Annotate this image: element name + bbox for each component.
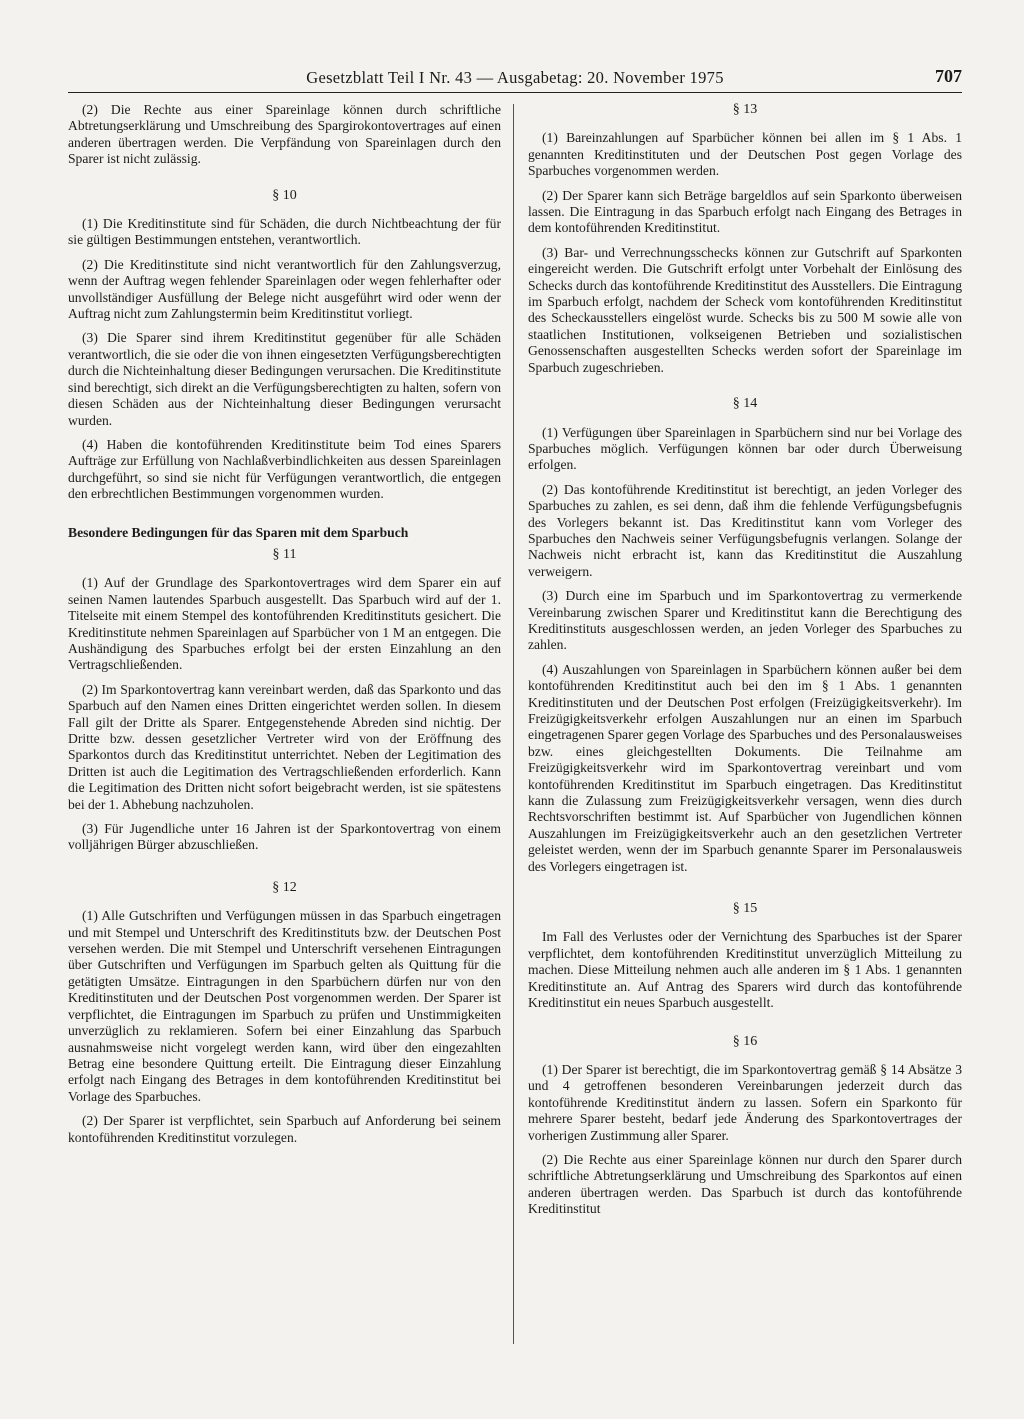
paragraph-14-2: (2) Das kontoführende Kreditinstitut ist berechtigt, an jeden Vorleger des Sparbuches zu zahlen, es sei denn, daß ihm die fehlende Verfügungsbefugnis des Vorlegers bekannt ist. Das Kreditinstitut kann vom Vorleger des Sparbuches den Nachweis seiner Verfügungsbefugnis verlangen. Solange der Nachweis nicht erbracht ist, kann das Kreditinstitut die Auszahlung verweigern.: [528, 481, 962, 579]
paragraph-15-1: Im Fall des Verlustes oder der Vernichtung des Sparbuches ist der Sparer verpflichtet, dem kontoführenden Kreditinstitut unverzüglich Mitteilung zu machen. Diese Mitteilung nehmen auch alle anderen im § 1 Abs. 1 genannten Kreditinstitute an. Auf Antrag des Sparers wird durch das kontoführende Kreditinstitut ein neues Sparbuch ausgestellt.: [528, 929, 962, 1011]
section-title-14: § 14: [732, 396, 758, 412]
paragraph-10-2: (2) Die Kreditinstitute sind nicht verantwortlich für den Zahlungsverzug, wenn der Auftrag wegen fehlender Spareinlagen oder wegen fehlerhafter oder unvollständiger Ausfüllung der Belege nicht ausgeführt wird oder wenn der Auftrag nicht zum Zahlungstermin beim Kreditinstitut vorliegt.: [68, 256, 501, 322]
page-header: [68, 68, 962, 93]
page-number: 707: [935, 66, 962, 86]
paragraph-11-1: (1) Auf der Grundlage des Sparkontovertrages wird dem Sparer ein auf seinen Namen lautendes Sparbuch ausgestellt. Das Sparbuch wird auf der 1. Titelseite mit einem Stempel des kontoführenden Kreditinstituts gesichert. Die Kreditinstitute nehmen Spareinlagen auf Sparbücher von 1 M an entgegen. Die Aushändigung des Sparbuches erfolgt bei der ersten Einzahlung an den Vertragschließenden.: [68, 575, 501, 673]
paragraph-11-2: (2) Im Sparkontovertrag kann vereinbart werden, daß das Sparkonto und das Sparbuch auf den Namen eines Dritten eingerichtet werden sollen. In diesem Fall gilt der Dritte als Sparer. Entgegenstehende Abreden sind nichtig. Der Dritte bzw. dessen gesetzlicher Vertreter wird von der Eröffnung des Sparkontos durch das Kreditinstitut unterrichtet. Neben der Legitimation des Dritten ist auch die Legitimation des Vertragschließenden erforderlich. Kann die Legitimation des Dritten nicht sofort beigebracht werden, ist sie spätestens bei der 1. Abhebung nachzuholen.: [68, 681, 501, 812]
paragraph-13-2: (2) Der Sparer kann sich Beträge bargeldlos auf sein Sparkonto überweisen lassen. Die Eintragung in das Sparbuch erfolgt nach Eingang des Betrages in dem kontoführenden Kreditinstitut.: [528, 187, 962, 236]
section-title-11: § 11: [272, 546, 297, 562]
paragraph-10-3: (3) Die Sparer sind ihrem Kreditinstitut gegenüber für alle Schäden verantwortlich, die sie oder die von ihnen eingesetzten Verfügungsberechtigten durch die Nichteinhaltung dieser Bedingungen verursachen. Die Kreditinstitute sind berechtigt, sich direkt an die Verfügungsberechtigten zu halten, sofern von diesen Schäden aus der Nichteinhaltung dieser Bedingungen verursacht wurden.: [68, 330, 501, 428]
paragraph-14-1: (1) Verfügungen über Spareinlagen in Sparbüchern sind nur bei Vorlage des Sparbuches möglich. Verfügungen können bar oder durch Überweisung erfolgen.: [528, 424, 962, 473]
column-divider: [513, 104, 514, 1344]
section-title-10: § 10: [272, 187, 297, 203]
paragraph-12-1: (1) Alle Gutschriften und Verfügungen müssen in das Sparbuch eingetragen und mit Stempel und Unterschrift des Kreditinstituts bzw. der Deutschen Post versehen werden. Die mit Stempel und Unterschrift versehenen Eintragungen über Gutschriften und Verfügungen im Sparbuch gelten als Quittung für die getätigten Umsätze. Eintragungen in den Sparbüchern dürfen nur von den Kreditinstituten und der Deutschen Post vorgenommen werden. Der Sparer ist verpflichtet, die Eintragungen im Sparbuch zu prüfen und Unstimmigkeiten unverzüglich zu reklamieren. Sofern bei einer Einzahlung das Sparbuch ausnahmsweise nicht vorgelegt werden kann, wird über den eingezahlten Betrag eine besondere Quittung erteilt. Die Eintragung dieser Einzahlung erfolgt nach Eingang des Betrages in dem kontoführenden Kreditinstitut bei Vorlage des Sparbuches.: [68, 908, 501, 1104]
right-column: [528, 102, 962, 1226]
subheading-sparbuch: Besondere Bedingungen für das Sparen mit dem Sparbuch: [68, 524, 409, 540]
paragraph-14-3: (3) Durch eine im Sparbuch und im Sparkontovertrag zu vermerkende Vereinbarung zwischen Sparer und Kreditinstitut kann die Berechtigung des Kreditinstituts ausgeschlossen werden, an jeden Vorleger des Sparbuches zu zahlen.: [528, 588, 962, 653]
gazette-title: Gesetzblatt Teil I Nr. 43 — Ausgabetag: 20. November 1975: [306, 68, 724, 87]
paragraph-10-4: (4) Haben die kontoführenden Kreditinstitute beim Tod eines Sparers Aufträge zur Erfüllung von Nachlaßverbindlichkeiten aus dessen Spareinlagen durchgeführt, so sind sie nicht für Verfügungen verantwortlich, die entgegen den erbrechtlichen Bestimmungen vorgenommen wurden.: [68, 436, 501, 502]
paragraph-10-1: (1) Die Kreditinstitute sind für Schäden, die durch Nichtbeachtung der für sie gültigen Bestimmungen entstehen, verantwortlich.: [68, 216, 501, 248]
section-title-12: § 12: [272, 879, 297, 895]
paragraph-13-1: (1) Bareinzahlungen auf Sparbücher können bei allen im § 1 Abs. 1 genannten Kreditinstituten und der Deutschen Post gegen Vorlage des Sparbuches vorgenommen werden.: [528, 130, 962, 179]
left-column: [68, 102, 501, 1154]
section-title-13: § 13: [732, 102, 758, 117]
paragraph-9-2: (2) Die Rechte aus einer Spareinlage können durch schriftliche Abtretungserklärung und Umschreibung des Spargirokontovertrages auf einen anderen übertragen werden. Die Verpfändung von Spareinlagen durch den Sparer ist nicht zulässig.: [68, 102, 501, 167]
paragraph-16-2: (2) Die Rechte aus einer Spareinlage können nur durch den Sparer durch schriftliche Abtretungserklärung und Umschreibung des Sparkontos auf einen anderen übertragen werden. Das Sparbuch ist durch das kontoführende Kreditinstitut: [528, 1151, 962, 1217]
section-title-16: § 16: [732, 1033, 758, 1049]
paragraph-16-1: (1) Der Sparer ist berechtigt, die im Sparkontovertrag gemäß § 14 Absätze 3 und 4 getroffenen besonderen Vereinbarungen jederzeit durch das kontoführende Kreditinstitut ändern zu lassen. Sofern ein Sparkonto für mehrere Sparer besteht, bedarf jede Änderung des Sparkontovertrages der vorherigen Zustimmung aller Sparer.: [528, 1061, 962, 1143]
paragraph-12-2: (2) Der Sparer ist verpflichtet, sein Sparbuch auf Anforderung bei seinem kontoführenden Kreditinstitut vorzulegen.: [68, 1113, 501, 1145]
section-title-15: § 15: [732, 901, 758, 917]
paragraph-13-3: (3) Bar- und Verrechnungsschecks können zur Gutschrift auf Sparkonten eingereicht werden. Die Gutschrift erfolgt unter Vorbehalt der Einlösung des Schecks durch das kontoführende Kreditinstitut des Ausstellers. Die Eintragung im Sparbuch erfolgt, nachdem der Scheck vom kontoführenden Kreditinstitut des Scheckausstellers eingelöst wurde. Schecks bis zu 500 M sowie alle von staatlichen Institutionen, volkseigenen Betrieben und sozialistischen Genossenschaften ausgestellten Schecks werden sofort der Spareinlage im Sparbuch zugeschrieben.: [528, 244, 962, 375]
paragraph-11-3: (3) Für Jugendliche unter 16 Jahren ist der Sparkontovertrag von einem volljährigen Bürger abzuschließen.: [68, 821, 501, 853]
paragraph-14-4: (4) Auszahlungen von Spareinlagen in Sparbüchern können außer bei dem kontoführenden Kreditinstitut auch bei den im § 1 Abs. 1 genannten Kreditinstituten und der Deutschen Post erfolgen (Freizügigkeitsverkehr). Im Freizügigkeitsverkehr erfolgen Auszahlungen nur an einen im Sparbuch eingetragenen Sparer gegen Vorlage des Sparbuches und des Personalausweises bzw. eines gleichgestellten Dokuments. Die Teilnahme am Freizügigkeitsverkehr wird im Sparkontovertrag vereinbart und vom kontoführenden Kreditinstitut im Sparbuch eingetragen. Das Kreditinstitut kann die Zulassung zum Freizügigkeitsverkehr versagen, wenn dies durch Rechtsvorschriften bestimmt ist. Auf Sparbücher von Jugendlichen können Auszahlungen im Freizügigkeitsverkehr auch an den gesetzlichen Vertreter geleistet werden, wenn der im Sparbuch genannte Sparer im Personalausweis des Vorlegers eingetragen ist.: [528, 661, 962, 874]
